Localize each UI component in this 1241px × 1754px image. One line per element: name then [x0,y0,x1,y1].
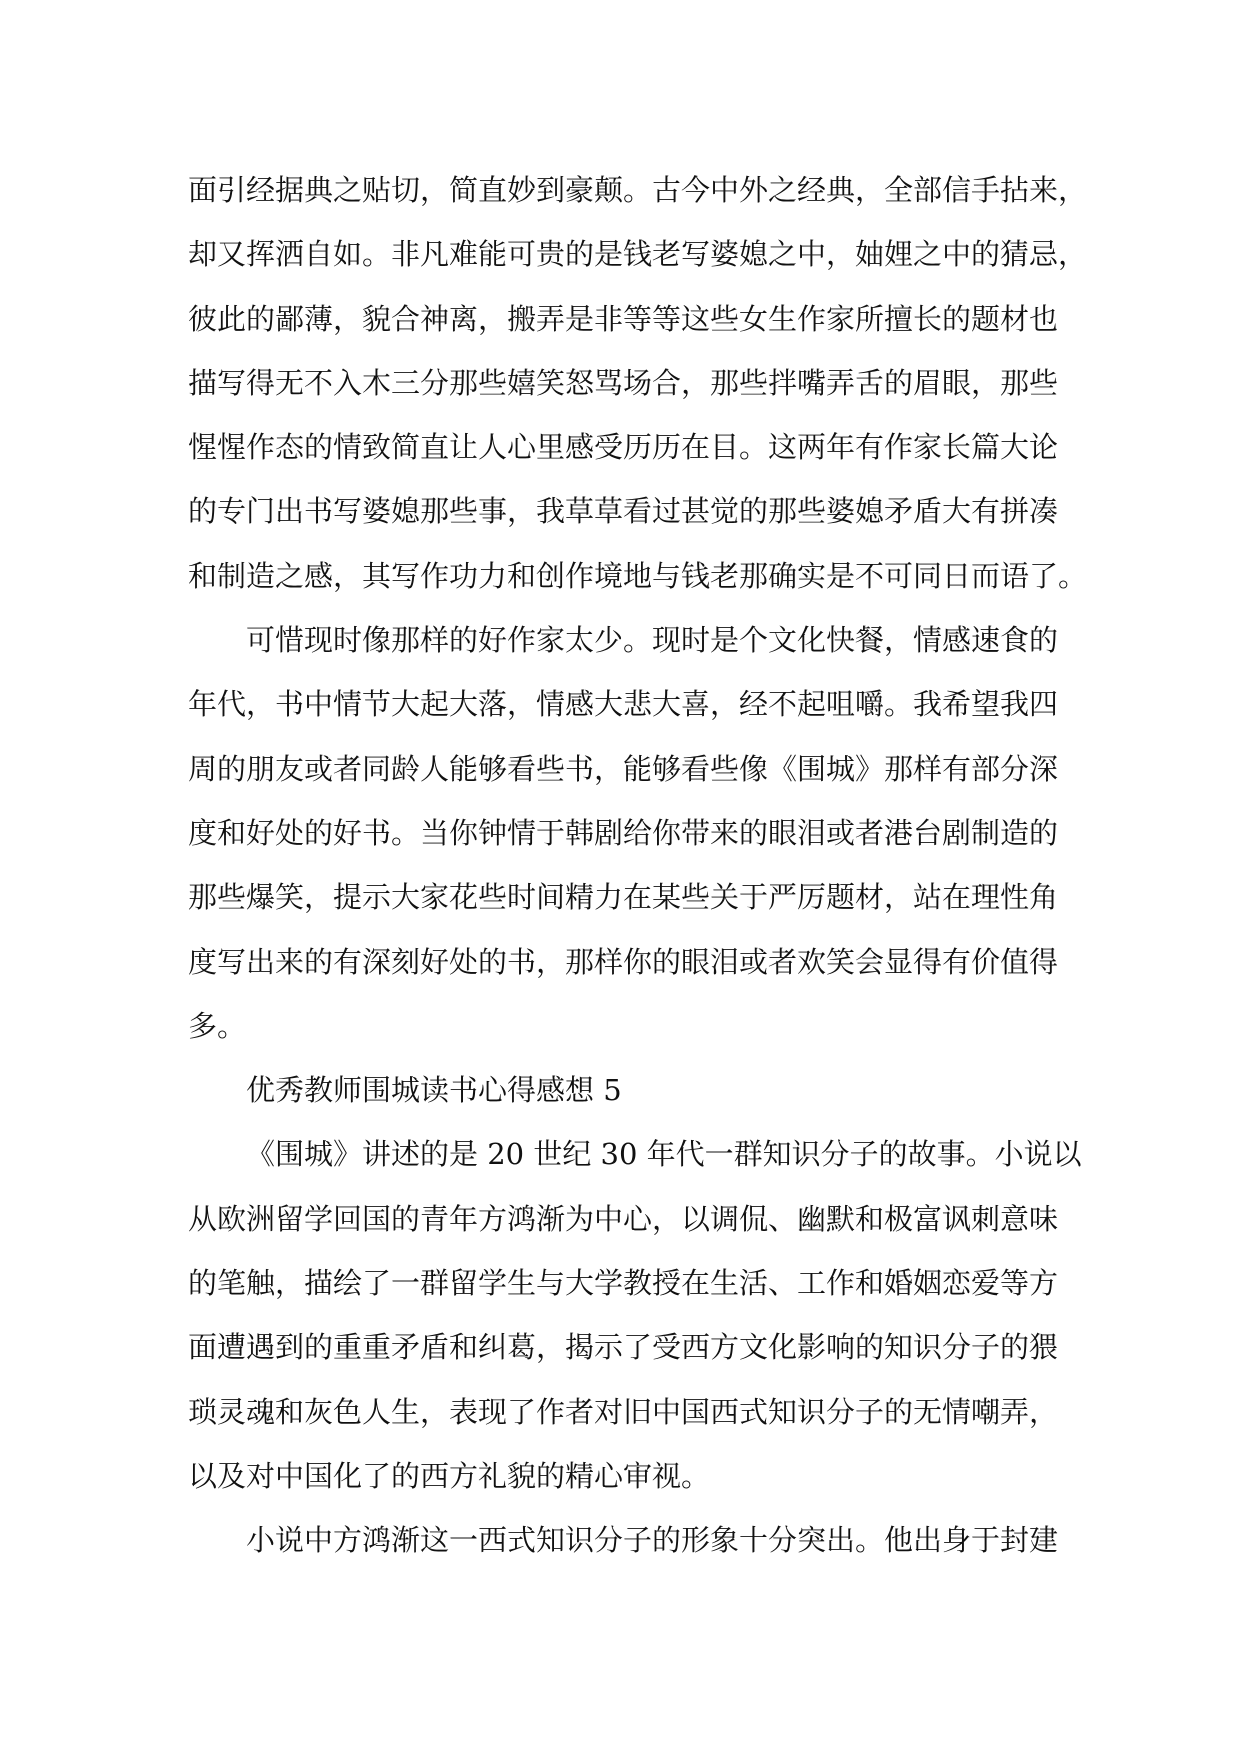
document-body [188,158,1088,1573]
text-line: 那些爆笑，提示大家花些时间精力在某些关于严厉题材，站在理性角 [188,880,1059,915]
paragraph-last-line: 多。 [188,1008,247,1043]
section-heading: 优秀教师围城读书心得感想 5 [246,1073,622,1108]
text-line: 的专门出书写婆媳那些事，我草草看过甚觉的那些婆媳矛盾大有拼凑 [188,494,1059,529]
text-line: 和制造之感，其写作功力和创作境地与钱老那确实是不可同日而语了。 [188,558,1088,593]
text-line: 年代，书中情节大起大落，情感大悲大喜，经不起咀嚼。我希望我四 [188,687,1059,722]
text-line: 的笔触，描绘了一群留学生与大学教授在生活、工作和婚姻恋爱等方 [188,1266,1059,1301]
text-line: 度写出来的有深刻好处的书，那样你的眼泪或者欢笑会显得有价值得 [188,944,1059,979]
paragraph-first-line: 小说中方鸿渐这一西式知识分子的形象十分突出。他出身于封建 [246,1523,1059,1558]
text-line: 度和好处的好书。当你钟情于韩剧给你带来的眼泪或者港台剧制造的 [188,815,1059,850]
text-line: 周的朋友或者同龄人能够看些书，能够看些像《围城》那样有部分深 [188,751,1059,786]
text-line: 面引经据典之贴切，简直妙到豪颠。古今中外之经典，全部信手拈来， [188,173,1088,207]
text-line: 面遭遇到的重重矛盾和纠葛，揭示了受西方文化影响的知识分子的猥 [188,1330,1059,1365]
paragraph-first-line: 可惜现时像那样的好作家太少。现时是个文化快餐，情感速食的 [246,623,1059,658]
text-line: 惺惺作态的情致简直让人心里感受历历在目。这两年有作家长篇大论 [188,430,1059,465]
text-line: 描写得无不入木三分那些嬉笑怒骂场合，那些拌嘴弄舌的眉眼，那些 [188,365,1059,400]
paragraph-last-line: 以及对中国化了的西方礼貌的精心审视。 [188,1458,711,1493]
text-line: 从欧洲留学回国的青年方鸿渐为中心，以调侃、幽默和极富讽刺意味 [188,1201,1059,1236]
text-line: 琐灵魂和灰色人生，表现了作者对旧中国西式知识分子的无情嘲弄， [188,1394,1059,1429]
text-line: 却又挥洒自如。非凡难能可贵的是钱老写婆媳之中，妯娌之中的猜忌， [188,237,1088,272]
text-line: 彼此的鄙薄，貌合神离，搬弄是非等等这些女生作家所擅长的题材也 [188,301,1059,336]
paragraph-first-line: 《围城》讲述的是 20 世纪 30 年代一群知识分子的故事。小说以 [246,1137,1082,1172]
